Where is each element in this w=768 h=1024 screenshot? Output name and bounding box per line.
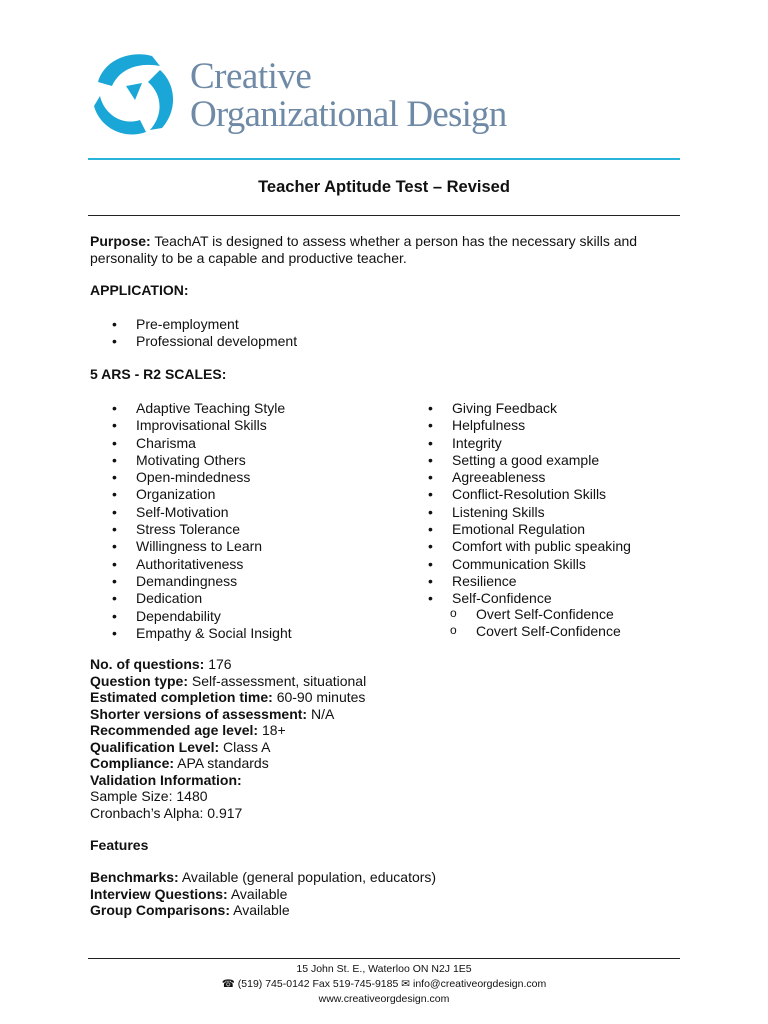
- list-item: • Helpfulness: [406, 417, 706, 434]
- purpose-text: TeachAT is designed to assess whether a person has the necessary skills and personality to be a capable and productive teacher.: [90, 233, 638, 266]
- info-value: 176: [204, 656, 232, 672]
- list-item: • Dedication: [90, 590, 410, 607]
- info-alpha: Cronbach’s Alpha: 0.917: [90, 804, 243, 821]
- info-label: Estimated completion time:: [90, 689, 273, 705]
- list-item: • Emotional Regulation: [406, 521, 706, 538]
- footer: [88, 962, 680, 1007]
- page-title: Teacher Aptitude Test – Revised: [258, 178, 510, 196]
- info-value: 18+: [258, 722, 286, 738]
- list-item: • Comfort with public speaking: [406, 538, 706, 555]
- info-qualification: [90, 739, 590, 756]
- features-info: [90, 869, 590, 919]
- info-shorter-versions: [90, 706, 590, 723]
- sub-list-item: o Overt Self-Confidence: [406, 606, 706, 623]
- assessment-info: [90, 656, 590, 821]
- info-label: Benchmarks:: [90, 869, 179, 885]
- list-item: • Open-mindedness: [90, 469, 410, 486]
- list-item: • Dependability: [90, 608, 410, 625]
- scales-left-list: [90, 400, 410, 642]
- list-item: • Charisma: [90, 435, 410, 452]
- list-item: • Integrity: [406, 435, 706, 452]
- info-label: Qualification Level:: [90, 738, 220, 755]
- phone-icon: ☎: [221, 978, 235, 990]
- list-item: • Giving Feedback: [406, 400, 706, 417]
- footer-divider: [88, 958, 680, 959]
- list-item: • Pre-employment: [90, 316, 390, 333]
- info-completion-time: [90, 689, 590, 706]
- email-icon: ✉: [401, 978, 411, 990]
- info-sample-size: Sample Size: 1480: [90, 788, 208, 804]
- list-item: • Adaptive Teaching Style: [90, 400, 410, 417]
- scales-right-list: [406, 400, 706, 608]
- info-label: Shorter versions of assessment:: [90, 705, 308, 722]
- info-question-type: [90, 673, 590, 690]
- info-label: Question type:: [90, 672, 189, 689]
- info-label: Group Comparisons:: [90, 902, 231, 918]
- info-compliance: [90, 755, 590, 772]
- feature-interview: [90, 886, 590, 903]
- info-value: APA standards: [174, 755, 269, 771]
- list-item: • Communication Skills: [406, 556, 706, 573]
- footer-email[interactable]: info@creativeorgdesign.com: [410, 978, 547, 990]
- info-label: Recommended age level:: [90, 722, 259, 738]
- feature-benchmarks: [90, 869, 590, 886]
- list-item: • Conflict-Resolution Skills: [406, 486, 706, 503]
- company-name-line1: Creative: [190, 56, 312, 97]
- info-value: 60-90 minutes: [272, 689, 366, 705]
- info-value: Available (general population, educators): [178, 869, 437, 885]
- self-confidence-sublist: [406, 606, 706, 639]
- list-item: • Willingness to Learn: [90, 538, 410, 555]
- company-name-line2: Organizational Design: [190, 94, 507, 135]
- info-value: Class A: [219, 738, 271, 755]
- info-age-level: [90, 722, 590, 739]
- info-label: Compliance:: [90, 755, 175, 771]
- info-value: Available: [227, 885, 288, 902]
- scales-heading: 5 ARS - R2 SCALES:: [90, 366, 227, 382]
- list-item: • Empathy & Social Insight: [90, 625, 410, 642]
- footer-website[interactable]: www.creativeorgdesign.com: [318, 993, 450, 1005]
- list-item: • Listening Skills: [406, 504, 706, 521]
- feature-group: [90, 902, 590, 919]
- info-label: No. of questions:: [90, 656, 205, 672]
- footer-contact: [88, 977, 680, 992]
- list-item: • Stress Tolerance: [90, 521, 410, 538]
- list-item: • Setting a good example: [406, 452, 706, 469]
- header-divider: [88, 158, 680, 160]
- company-name: [190, 58, 506, 133]
- application-list: [90, 316, 390, 351]
- list-item: • Agreeableness: [406, 469, 706, 486]
- list-item: • Organization: [90, 486, 410, 503]
- info-label: Interview Questions:: [90, 885, 228, 902]
- title-divider: [88, 215, 680, 216]
- list-item: • Self-Confidence: [406, 590, 706, 607]
- list-item: • Improvisational Skills: [90, 417, 410, 434]
- list-item: • Demandingness: [90, 573, 410, 590]
- sub-list-item: o Covert Self-Confidence: [406, 623, 706, 640]
- list-item: • Professional development: [90, 333, 390, 350]
- info-value: Self-assessment, situational: [188, 672, 367, 689]
- purpose-label: Purpose:: [90, 233, 151, 249]
- list-item: • Self-Motivation: [90, 504, 410, 521]
- footer-phone: (519) 745-0142 Fax 519-745-9185: [234, 978, 402, 990]
- purpose-paragraph: [90, 233, 690, 267]
- features-heading: Features: [90, 837, 149, 853]
- info-questions: [90, 656, 590, 673]
- info-label: Validation Information:: [90, 771, 242, 788]
- info-value: N/A: [307, 705, 335, 722]
- application-heading: APPLICATION:: [90, 282, 189, 298]
- info-value: Available: [230, 902, 290, 918]
- list-item: • Resilience: [406, 573, 706, 590]
- company-logo-icon: [90, 48, 180, 138]
- info-validation: [90, 772, 590, 789]
- list-item: • Motivating Others: [90, 452, 410, 469]
- list-item: • Authoritativeness: [90, 556, 410, 573]
- footer-address: 15 John St. E., Waterloo ON N2J 1E5: [296, 963, 472, 975]
